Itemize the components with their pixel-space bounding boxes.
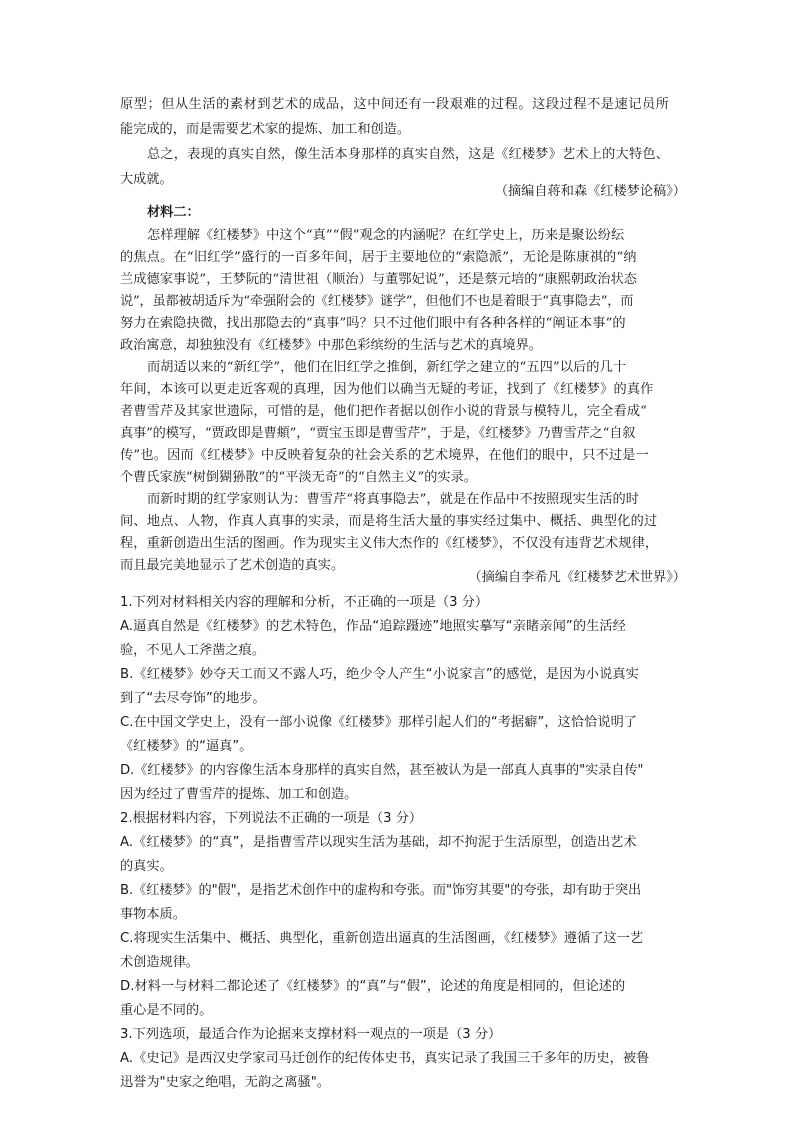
material2-line: 说”，虽都被胡适斥为“牵强附会的《红楼梦》谜学”，但他们不也是着眼于“真事隐去”，而 [120, 294, 634, 309]
material2-line: 间、地点、人物，作真人真事的实录，而是将生活大量的事实经过集中、概括、典型化的过 [120, 514, 658, 529]
material1-line: 能完成的，而是需要艺术家的提炼、加工和创造。 [120, 122, 411, 137]
question-3-option-a-cont: 迅誉为"史家之绝唱，无韵之离骚"。 [120, 1075, 330, 1090]
question-1-stem: 1.下列对材料相关内容的理解和分析，不正确的一项是（3 分） [120, 595, 489, 610]
question-2-option-c: C.将现实生活集中、概括、典型化，重新创造出逼真的生活图画，《红楼梦》遵循了这一艺 [120, 931, 644, 946]
material2-line: 者曹雪芹及其家世遗际，可惜的是，他们把作者据以创作小说的背景与模特儿，完全看成“ [120, 404, 648, 419]
material1-line: 大成就。 [120, 172, 173, 187]
question-1-option-b-cont: 到了“去尽夸饰”的地步。 [120, 691, 266, 706]
question-2-option-c-cont: 术创造规律。 [120, 955, 200, 970]
material2-line: 传”也。因而《红楼梦》中反映着复杂的社会关系的艺术境界，在他们的眼中，只不过是一 [120, 448, 650, 463]
question-1-option-a-cont: 验，不见人工斧凿之痕。 [120, 643, 266, 658]
material2-line: 而且最完美地显示了艺术创造的真实。 [120, 558, 345, 573]
material2-line: 兰成德家事说”，王梦阮的“清世祖（顺治）与董鄂妃说”，还是蔡元培的“康熙朝政治状态 [120, 272, 637, 287]
question-1-option-a: A.逼真自然是《红楼梦》的艺术特色，作品“追踪蹑迹”地照实摹写“亲睹亲闻”的生活经 [120, 619, 626, 634]
material2-line: 而新时期的红学家则认为：曹雪芹“将真事隐去”，就是在作品中不按照现实生活的时 [147, 492, 640, 507]
question-1-option-b: B.《红楼梦》妙夺天工而又不露人巧，绝少令人产生“小说家言”的感觉，是因为小说真实 [120, 667, 639, 682]
question-2-option-b: B.《红楼梦》的"假"，是指艺术创作中的虚构和夸张。而"饰穷其要"的夸张，却有助于突出 [120, 883, 642, 898]
question-2-stem: 2.根据材料内容，下列说法不正确的一项是（3 分） [120, 811, 423, 826]
material2-line: 程，重新创造出生活的图画。作为现实主义伟大杰作的《红楼梦》，不仅没有违背艺术规律， [120, 536, 659, 551]
question-1-option-c: C.在中国文学史上，没有一部小说像《红楼梦》那样引起人们的“考据癖”，这恰恰说明了 [120, 715, 638, 730]
question-2-option-a: A.《红楼梦》的“真”，是指曹雪芹以现实生活为基础，却不拘泥于生活原型，创造出艺术 [120, 835, 637, 850]
material2-line: 年间，本该可以更走近客观的真理，因为他们以确当无疑的考证，找到了《红楼梦》的真作 [120, 382, 654, 397]
question-2-option-d: D.材料一与材料二都论述了《红楼梦》的“真”与“假”，论述的角度是相同的，但论述的 [120, 979, 626, 994]
question-3-stem: 3.下列选项，最适合作为论据来支撑材料一观点的一项是（3 分） [120, 1027, 502, 1042]
material2-line: 努力在索隐抉微，找出那隐去的“真事”吗？只不过他们眼中有各种各样的“阐证本事”的 [120, 316, 626, 331]
material2-line: 的焦点。在“旧红学”盛行的一百多年间，居于主要地位的“索隐派”，无论是陈康祺的“纳 [120, 250, 637, 265]
material2-line: 政治寓意，却独独没有《红楼梦》中那色彩缤纷的生活与艺术的真境界。 [120, 338, 542, 353]
material2-source: （摘编自李希凡《红楼梦艺术世界》） [468, 570, 686, 585]
question-1-option-d: D.《红楼梦》的内容像生活本身那样的真实自然，甚至被认为是一部真人真事的"实录自传" [120, 763, 644, 778]
material2-line: 真事”的模写，“贾政即是曹頫”，“贾宝玉即是曹雪芹”，于是，《红楼梦》乃曹雪芹之“自叙 [120, 426, 636, 441]
question-3-option-a: A.《史记》是西汉史学家司马迁创作的纪传体史书，真实记录了我国三千多年的历史，被鲁 [120, 1051, 650, 1066]
material2-line: 而胡适以来的“新红学”，他们在旧红学之推倒，新红学之建立的“五四”以后的几十 [147, 360, 627, 375]
material1-line: 总之，表现的真实自然，像生活本身那样的真实自然，这是《红楼梦》艺术上的大特色、 [147, 147, 670, 162]
material2-line: 个曹氏家族“树倒猢狲散”的“平淡无奇”的“自然主义”的实录。 [120, 470, 477, 485]
material2-line: 怎样理解《红楼梦》中这个“真”“假”观念的内涵呢？在红学史上，历来是聚讼纷纭 [147, 228, 625, 243]
material1-line: 原型；但从生活的素材到艺术的成品，这中间还有一段艰难的过程。这段过程不是速记员所 [120, 97, 670, 112]
material1-source: （摘编自蒋和森《红楼梦论稿》） [494, 184, 686, 199]
question-2-option-a-cont: 的真实。 [120, 859, 173, 874]
question-1-option-d-cont: 因为经过了曹雪芹的提炼、加工和创造。 [120, 787, 358, 802]
question-2-option-b-cont: 事物本质。 [120, 907, 186, 922]
question-2-option-d-cont: 重心是不同的。 [120, 1003, 213, 1018]
material2-heading: 材料二： [147, 205, 200, 220]
question-1-option-c-cont: 《红楼梦》的“逼真”。 [120, 739, 253, 754]
